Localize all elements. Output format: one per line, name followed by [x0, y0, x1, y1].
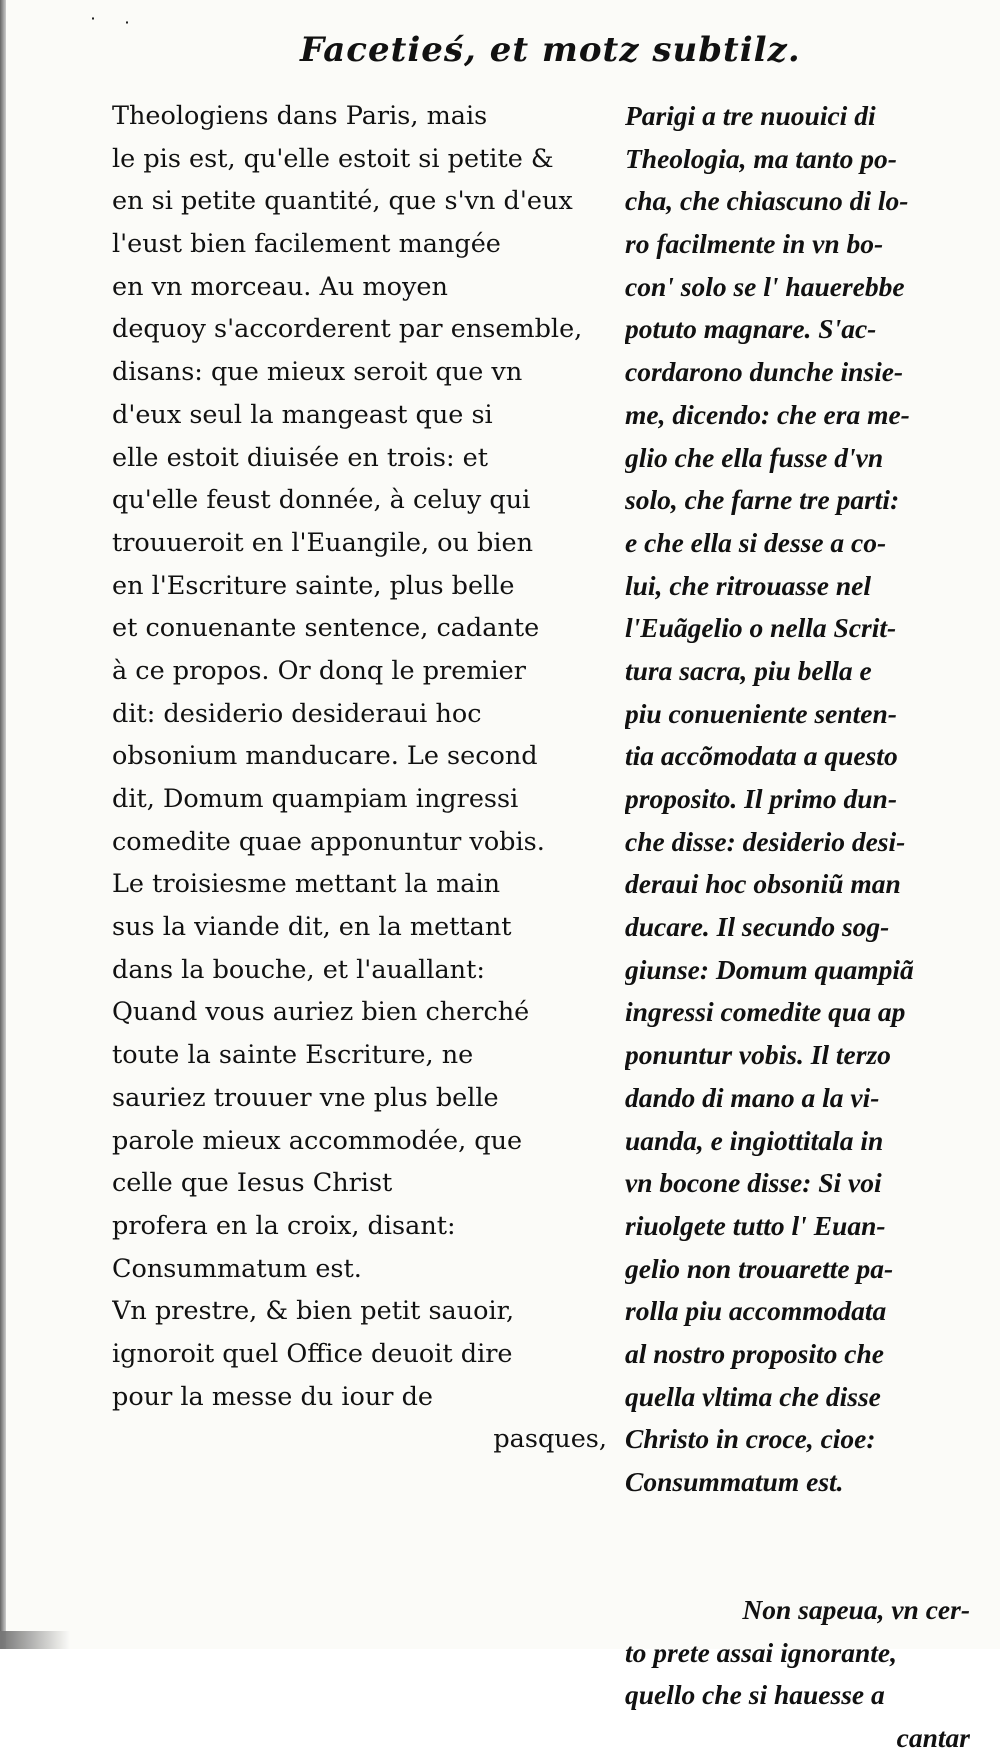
italian-text-line: rolla piu accommodata	[625, 1295, 887, 1327]
french-text-line: dequoy s'accorderent par ensemble,	[112, 314, 583, 345]
italian-text-line: deraui hoc obsoniũ man	[625, 868, 901, 900]
italian-text-line: me, dicendo: che era me-	[625, 398, 910, 430]
italian-text-line: potuto magnare. S'ac-	[625, 313, 877, 345]
italian-text-line: l'Euãgelio o nella Scrit-	[625, 612, 897, 644]
french-text-line: ignoroit quel Office deuoit dire	[112, 1338, 513, 1369]
catchword: pasques,	[493, 1424, 607, 1455]
stray-mark: ˙	[122, 18, 132, 42]
french-text-line: et conuenante sentence, cadante	[112, 613, 540, 644]
italian-text-line: lui, che ritrouasse nel	[625, 569, 872, 601]
french-text-line: Vn prestre, & bien petit sauoir,	[112, 1296, 515, 1327]
french-text-line: le pis est, qu'elle estoit si petite &	[112, 143, 554, 174]
french-text-line: Le troisiesme mettant la main	[112, 869, 501, 900]
scan-smudge	[0, 1631, 70, 1649]
italian-text-line: che disse: desiderio desi-	[625, 825, 906, 857]
paragraph-gap	[625, 1504, 970, 1547]
french-text-line: disans: que mieux seroit que vn	[112, 357, 523, 388]
italian-text-line: tia accõmodata a questo	[625, 740, 898, 772]
french-text-line: sauriez trouuer vne plus belle	[112, 1082, 499, 1113]
french-text-line: dit, Domum quampiam ingressi	[112, 784, 519, 814]
italian-text-line: dando di mano a la vi-	[625, 1081, 880, 1113]
italian-text-line: uanda, e ingiottitala in	[625, 1124, 884, 1156]
french-text-line: parole mieux accommodée, que	[112, 1125, 523, 1156]
italian-column	[625, 95, 970, 1760]
italian-text-line: proposito. Il primo dun-	[625, 783, 898, 814]
italian-text-line: tura sacra, piu bella e	[625, 654, 872, 686]
french-text-line: sus la viande dit, en la mettant	[112, 912, 512, 943]
french-text-line: d'eux seul la mangeast que si	[112, 399, 493, 430]
italian-text-line: cha, che chiascuno di lo-	[625, 185, 909, 217]
italian-text-line: ducare. Il secundo sog-	[625, 911, 890, 943]
french-text-line: Quand vous auriez bien cherché	[112, 997, 530, 1028]
catchword: cantar	[896, 1722, 970, 1754]
italian-text-line: Non sapeua, vn cer-	[742, 1594, 970, 1626]
french-text-line: celle que Iesus Christ	[112, 1168, 393, 1199]
page-gutter-shadow	[0, 0, 6, 1649]
italian-text-line: vn bocone disse: Si voi	[625, 1167, 882, 1199]
french-text-line: elle estoit diuisée en trois: et	[112, 442, 489, 473]
italian-text-line: ingressi comedite qua ap	[625, 996, 906, 1028]
french-text-line: obsonium manducare. Le second	[112, 741, 538, 772]
italian-text-line: ponuntur vobis. Il terzo	[625, 1039, 891, 1071]
french-text-line: dit: desiderio desideraui hoc	[112, 698, 482, 729]
italian-text-line: to prete assai ignorante,	[625, 1636, 897, 1668]
italian-text-line: al nostro proposito che	[625, 1337, 884, 1369]
italian-text-line: Parigi a tre nuouici di	[625, 100, 876, 131]
italian-text-line: gelio non trouarette pa-	[625, 1252, 894, 1284]
french-text-line: en vn morceau. Au moyen	[112, 271, 448, 302]
italian-text-line: giunse: Domum quampiã	[625, 953, 914, 985]
running-head: Facetieś, et motz subtilz.	[300, 30, 801, 70]
stray-mark: ˙	[88, 14, 98, 38]
french-text-line: en si petite quantité, que s'vn d'eux	[112, 186, 573, 217]
italian-text-line: quella vltima che disse	[625, 1380, 881, 1412]
italian-text-line: Theologia, ma tanto po-	[625, 142, 897, 174]
paragraph-gap	[625, 1546, 970, 1589]
italian-text-line: quello che si hauesse a	[625, 1679, 885, 1711]
french-text-line: dans la bouche, et l'auallant:	[112, 954, 485, 985]
french-text-line: profera en la croix, disant:	[112, 1210, 456, 1241]
french-text-line: à ce propos. Or donq le premier	[112, 655, 526, 686]
french-text-line: l'eust bien facilement mangée	[112, 229, 501, 260]
french-text-line: pour la messe du iour de	[112, 1381, 433, 1412]
french-text-line: comedite quae apponuntur vobis.	[112, 826, 545, 857]
italian-text-line: Consummatum est.	[625, 1466, 844, 1497]
italian-text-line: solo, che farne tre parti:	[625, 484, 900, 516]
italian-text-line: glio che ella fusse d'vn	[625, 441, 884, 473]
italian-text-line: Christo in croce, cioe:	[625, 1423, 876, 1455]
italian-text-line: ro facilmente in vn bo-	[625, 228, 884, 260]
french-text-line: toute la sainte Escriture, ne	[112, 1040, 474, 1071]
italian-text-line: riuolgete tutto l' Euan-	[625, 1209, 886, 1241]
french-text-line: Consummatum est.	[112, 1253, 362, 1284]
italian-text-line: e che ella si desse a co-	[625, 526, 887, 558]
french-text-line: trouueroit en l'Euangile, ou bien	[112, 527, 534, 558]
french-text-line: qu'elle feust donnée, à celuy qui	[112, 485, 531, 516]
french-text-line: en l'Escriture sainte, plus belle	[112, 570, 515, 601]
french-text-line: Theologiens dans Paris, mais	[112, 101, 488, 131]
french-column	[112, 95, 607, 1461]
italian-text-line: piu conueniente senten-	[625, 697, 897, 729]
italian-text-line: con' solo se l' hauerebbe	[625, 270, 905, 302]
italian-text-line: cordarono dunche insie-	[625, 356, 904, 388]
